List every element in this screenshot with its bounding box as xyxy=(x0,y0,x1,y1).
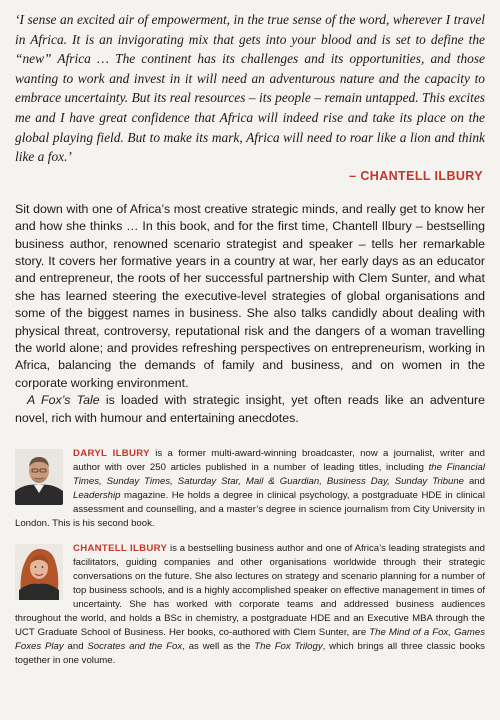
daryl-ilbury-photo xyxy=(15,449,63,505)
chantell-ilbury-photo xyxy=(15,544,63,600)
book-description xyxy=(15,201,485,427)
publication-name: Leadership xyxy=(73,489,121,501)
book-title: The Fox Trilogy xyxy=(254,640,323,652)
bio-text: is a former multi-award-winning broadcaster, now a journalist, writer and author with over 250 articles published in a number of leading titles, including xyxy=(73,448,485,473)
author-name-daryl: DARYL ILBURY xyxy=(73,448,150,460)
bio-text: and xyxy=(464,475,485,487)
bio-text: , which brings all three classic books together in one volume. xyxy=(15,640,485,666)
bio-chantell-ilbury xyxy=(15,542,485,667)
description-paragraph-2-text: is loaded with strategic insight, yet often reads like an adventure novel, rich with humour and entertaining anecdotes. xyxy=(15,393,485,425)
bio-text: and xyxy=(63,640,88,652)
bio-daryl-ilbury xyxy=(15,447,485,530)
book-title: A Fox’s Tale xyxy=(27,393,100,408)
author-name-chantell: CHANTELL ILBURY xyxy=(73,543,168,555)
pull-quote: ‘I sense an excited air of empowerment, in the true sense of the word, wherever I travel in Africa. It is an invigorating mix that gets into your blood and is set to define the “new” Africa … The continent has its challenges and its opportunities, and those wanting to work and invest in it will need an adventurous nature and the capacity to embrace uncertainty. But its real resources – its people – remain untapped. This excites me and I have great confidence that Africa will indeed rise and take its place on the global playing field. But to make its mark, Africa will need to roar like a lion and think like a fox.’ xyxy=(15,12,485,165)
description-paragraph-1: Sit down with one of Africa’s most creative strategic minds, and really get to know her and how she thinks … In this book, and for the first time, Chantell Ilbury – bestselling business author, renowned scenario strategist and speaker – tells her remarkable story. It covers her formative years in a country at war, her early days as an educator and entrepreneur, the roots of her successful partnership with Clem Sunter, and what she has learned steering the executive-level strategies of global organisations and some of the biggest names in business. She also talks candidly about dealing with physical threat, controversy, reputational risk and the dangers of a woman travelling the world alone; and provides refreshing perspectives on entrepreneurism, working in Africa, balancing the demands of family and business, and on women in the corporate working environment. xyxy=(15,201,485,390)
bio-text: , as well as the xyxy=(182,640,255,652)
publication-list: the Financial Times, Sunday Times, Saturday Star, Mail & Guardian, Business Day, Sunday Tribune xyxy=(73,461,485,487)
bio-text: is a bestselling business author and one of Africa’s leading strategists and facilitators, guiding companies and other organisations worldwide through their strategic conversations on the future. She also lectures on strategy and scenario planning for a number of top business schools, and is a highly accomplished speaker on effective management in times of uncertainty. She has worked with corporate teams and addressed business audiences throughout the world, and holds a BSc in chemistry, a postgraduate HDE and an Executive MBA through the UCT Graduate School of Business. Her books, co-authored with Clem Sunter, are xyxy=(15,543,485,638)
description-paragraph-2 xyxy=(15,392,485,427)
book-titles: The Mind of a Fox, Games Foxes Play xyxy=(15,626,485,652)
book-title: Socrates and the Fox xyxy=(87,640,183,652)
bio-text: magazine. He holds a degree in clinical psychology, a postgraduate HDE in clinical assessment and counselling, and a master’s degree in science journalism from City University in London. This is his second book. xyxy=(15,489,485,529)
quote-attribution: – CHANTELL ILBURY xyxy=(349,168,483,183)
